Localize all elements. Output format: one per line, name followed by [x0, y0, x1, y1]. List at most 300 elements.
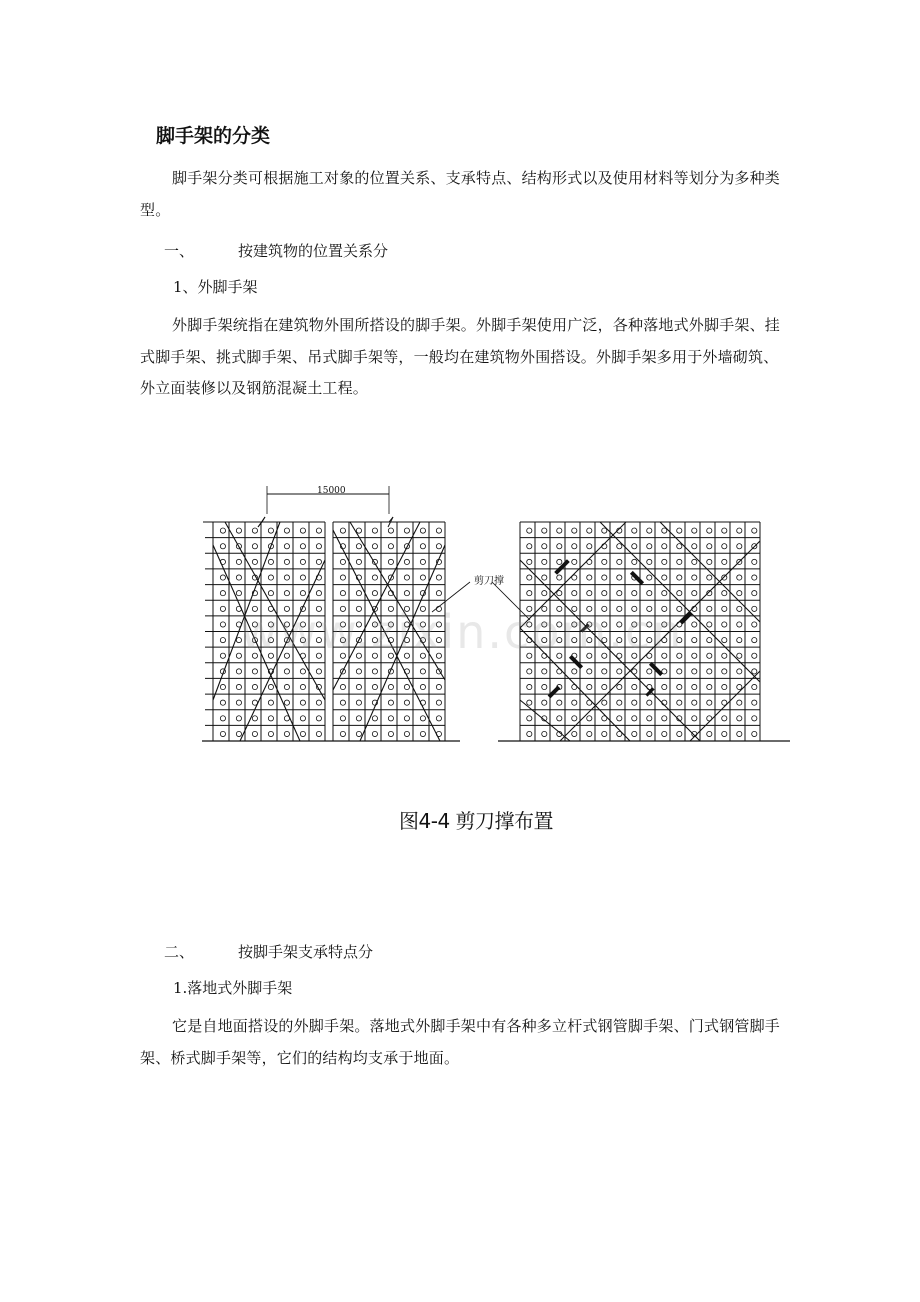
coupler-mark: [542, 731, 547, 736]
coupler-mark: [356, 591, 361, 596]
coupler-mark: [542, 591, 547, 596]
coupler-mark: [220, 684, 225, 689]
coupler-mark: [677, 700, 682, 705]
coupler-mark: [420, 716, 425, 721]
coupler-mark: [420, 669, 425, 674]
coupler-mark: [404, 684, 409, 689]
coupler-mark: [617, 591, 622, 596]
coupler-mark: [707, 528, 712, 533]
coupler-mark: [252, 684, 257, 689]
coupler-mark: [316, 559, 321, 564]
coupler-mark: [587, 528, 592, 533]
coupler-mark: [632, 731, 637, 736]
coupler-mark: [300, 700, 305, 705]
coupler-mark: [356, 528, 361, 533]
item-2-paragraph: [140, 1011, 784, 1074]
coupler-mark: [220, 731, 225, 736]
item-1-text: 外脚手架统指在建筑物外围所搭设的脚手架。外脚手架使用广泛，各种落地式外脚手架、挂式脚手架、挑式脚手架、吊式脚手架等，一般均在建筑物外围搭设。外脚手架多用于外墙砌筑、外立面装修以及钢筋混凝土工程。: [140, 316, 781, 397]
coupler-mark: [677, 731, 682, 736]
coupler-mark: [752, 653, 757, 658]
coupler-mark: [284, 731, 289, 736]
coupler-mark: [737, 575, 742, 580]
section-1-title: 按建筑物的位置关系分: [238, 242, 389, 260]
coupler-mark: [692, 669, 697, 674]
coupler-mark: [252, 700, 257, 705]
coupler-mark: [737, 591, 742, 596]
coupler-mark: [404, 591, 409, 596]
coupler-mark: [527, 731, 532, 736]
coupler-mark: [220, 559, 225, 564]
coupler-mark: [707, 716, 712, 721]
coupler-mark: [268, 716, 273, 721]
coupler-mark: [388, 544, 393, 549]
coupler-mark: [572, 731, 577, 736]
coupler-mark: [388, 684, 393, 689]
coupler-mark: [662, 591, 667, 596]
coupler-mark: [587, 669, 592, 674]
coupler-mark: [300, 575, 305, 580]
coupler-mark: [752, 575, 757, 580]
coupler-mark: [692, 559, 697, 564]
coupler-mark: [420, 544, 425, 549]
coupler-mark: [707, 684, 712, 689]
coupler-mark: [284, 700, 289, 705]
coupler-mark: [557, 669, 562, 674]
coupler-mark: [647, 700, 652, 705]
coupler-mark: [404, 528, 409, 533]
coupler-mark: [284, 575, 289, 580]
coupler-mark: [527, 528, 532, 533]
coupler-mark: [236, 591, 241, 596]
coupler-mark: [617, 700, 622, 705]
coupler-mark: [647, 575, 652, 580]
coupler-mark: [752, 591, 757, 596]
coupler-mark: [692, 622, 697, 627]
coupler-mark: [572, 669, 577, 674]
coupler-mark: [404, 575, 409, 580]
coupler-mark: [707, 575, 712, 580]
coupler-mark: [737, 638, 742, 643]
coupler-mark: [236, 559, 241, 564]
coupler-mark: [677, 669, 682, 674]
coupler-mark: [662, 716, 667, 721]
coupler-mark: [632, 528, 637, 533]
coupler-mark: [752, 716, 757, 721]
coupler-mark: [722, 638, 727, 643]
coupler-mark: [737, 653, 742, 658]
coupler-mark: [602, 700, 607, 705]
coupler-mark: [284, 591, 289, 596]
coupler-mark: [436, 716, 441, 721]
coupler-mark: [388, 700, 393, 705]
coupler-mark: [707, 559, 712, 564]
coupler-mark: [752, 622, 757, 627]
coupler-mark: [662, 559, 667, 564]
coupler-mark: [252, 669, 257, 674]
coupler-mark: [404, 559, 409, 564]
coupler-mark: [300, 669, 305, 674]
coupler-mark: [602, 559, 607, 564]
coupler-mark: [356, 544, 361, 549]
coupler-mark: [340, 731, 345, 736]
coupler-mark: [542, 544, 547, 549]
coupler-mark: [284, 528, 289, 533]
coupler-mark: [707, 669, 712, 674]
coupler-mark: [722, 669, 727, 674]
coupler-mark: [340, 591, 345, 596]
coupler-mark: [372, 575, 377, 580]
drawing-line-2: [262, 517, 265, 522]
coupler-mark: [587, 559, 592, 564]
coupler-mark: [388, 559, 393, 564]
section-1-number: 一、: [164, 242, 195, 260]
coupler-mark: [436, 591, 441, 596]
coupler-mark: [527, 669, 532, 674]
coupler-mark: [722, 591, 727, 596]
coupler-mark: [617, 716, 622, 721]
coupler-mark: [340, 559, 345, 564]
coupler-mark: [527, 700, 532, 705]
coupler-mark: [542, 528, 547, 533]
coupler-mark: [316, 591, 321, 596]
coupler-mark: [617, 559, 622, 564]
coupler-mark: [587, 716, 592, 721]
coupler-mark: [436, 544, 441, 549]
coupler-mark: [356, 669, 361, 674]
coupler-mark: [268, 684, 273, 689]
coupler-mark: [527, 559, 532, 564]
coupler-mark: [677, 575, 682, 580]
coupler-mark: [722, 622, 727, 627]
coupler-mark: [404, 716, 409, 721]
coupler-mark: [300, 559, 305, 564]
coupler-mark: [692, 700, 697, 705]
coupler-mark: [252, 716, 257, 721]
coupler-mark: [557, 544, 562, 549]
coupler-mark: [557, 591, 562, 596]
coupler-mark: [356, 559, 361, 564]
coupler-mark: [557, 700, 562, 705]
coupler-mark: [252, 559, 257, 564]
coupler-mark: [372, 591, 377, 596]
coupler-mark: [587, 731, 592, 736]
coupler-mark: [677, 684, 682, 689]
coupler-mark: [662, 528, 667, 533]
coupler-mark: [632, 700, 637, 705]
coupler-mark: [737, 716, 742, 721]
coupler-mark: [722, 684, 727, 689]
coupler-mark: [340, 528, 345, 533]
coupler-mark: [752, 559, 757, 564]
coupler-mark: [677, 559, 682, 564]
coupler-mark: [647, 559, 652, 564]
coupler-mark: [557, 575, 562, 580]
coupler-mark: [677, 591, 682, 596]
coupler-mark: [707, 638, 712, 643]
coupler-mark: [602, 669, 607, 674]
coupler-mark: [707, 731, 712, 736]
coupler-mark: [220, 591, 225, 596]
coupler-mark: [737, 700, 742, 705]
coupler-mark: [587, 591, 592, 596]
coupler-mark: [300, 544, 305, 549]
coupler-mark: [316, 544, 321, 549]
coupler-mark: [404, 731, 409, 736]
coupler-mark: [722, 559, 727, 564]
coupler-mark: [632, 591, 637, 596]
coupler-mark: [647, 544, 652, 549]
coupler-mark: [617, 684, 622, 689]
coupler-mark: [677, 544, 682, 549]
coupler-mark: [572, 575, 577, 580]
coupler-mark: [647, 528, 652, 533]
coupler-mark: [300, 684, 305, 689]
coupler-mark: [692, 684, 697, 689]
coupler-mark: [737, 528, 742, 533]
coupler-mark: [372, 716, 377, 721]
coupler-mark: [572, 528, 577, 533]
coupler-mark: [236, 684, 241, 689]
coupler-mark: [692, 638, 697, 643]
watermark: www.zixin.com.cn: [240, 605, 684, 659]
coupler-mark: [557, 716, 562, 721]
coupler-mark: [284, 684, 289, 689]
coupler-mark: [236, 669, 241, 674]
coupler-mark: [632, 684, 637, 689]
coupler-mark: [722, 716, 727, 721]
coupler-mark: [692, 716, 697, 721]
coupler-mark: [300, 731, 305, 736]
coupler-mark: [236, 716, 241, 721]
coupler-mark: [284, 716, 289, 721]
coupler-mark: [722, 653, 727, 658]
coupler-mark: [692, 591, 697, 596]
coupler-mark: [220, 638, 225, 643]
coupler-mark: [236, 575, 241, 580]
coupler-mark: [692, 544, 697, 549]
coupler-mark: [632, 716, 637, 721]
coupler-mark: [220, 575, 225, 580]
coupler-mark: [617, 669, 622, 674]
page-title: 脚手架的分类: [156, 125, 271, 147]
coupler-mark: [692, 575, 697, 580]
coupler-mark: [737, 669, 742, 674]
section-2-number: 二、: [164, 943, 195, 961]
coupler-mark: [632, 544, 637, 549]
coupler-mark: [662, 575, 667, 580]
coupler-mark: [436, 528, 441, 533]
coupler-mark: [220, 544, 225, 549]
coupler-mark: [388, 528, 393, 533]
coupler-mark: [647, 591, 652, 596]
dimension-label: 15000: [317, 486, 346, 496]
coupler-mark: [268, 559, 273, 564]
coupler-mark: [647, 669, 652, 674]
coupler-mark: [557, 559, 562, 564]
item-2-text: 它是自地面搭设的外脚手架。落地式外脚手架中有各种多立杆式钢管脚手架、门式钢管脚手架、桥式脚手架等，它们的结构均支承于地面。: [140, 1017, 781, 1067]
coupler-mark: [542, 684, 547, 689]
coupler-mark: [707, 653, 712, 658]
coupler-mark: [220, 606, 225, 611]
coupler-mark: [737, 684, 742, 689]
coupler-mark: [300, 528, 305, 533]
intro-text: 脚手架分类可根据施工对象的位置关系、支承特点、结构形式以及使用材料等划分为多种类型。: [140, 169, 781, 219]
coupler-mark: [677, 528, 682, 533]
coupler-mark: [340, 684, 345, 689]
coupler-mark: [707, 700, 712, 705]
coupler-mark: [527, 544, 532, 549]
coupler-mark: [692, 528, 697, 533]
coupler-mark: [316, 669, 321, 674]
coupler-mark: [284, 544, 289, 549]
coupler-mark: [220, 528, 225, 533]
coupler-mark: [722, 575, 727, 580]
coupler-mark: [436, 575, 441, 580]
coupler-mark: [527, 591, 532, 596]
coupler-mark: [752, 669, 757, 674]
coupler-mark: [284, 559, 289, 564]
coupler-mark: [388, 716, 393, 721]
coupler-mark: [722, 700, 727, 705]
coupler-mark: [572, 700, 577, 705]
item-2-heading: 1.落地式外脚手架: [173, 979, 293, 997]
coupler-mark: [752, 700, 757, 705]
coupler-mark: [722, 606, 727, 611]
coupler-mark: [420, 684, 425, 689]
coupler-mark: [572, 716, 577, 721]
coupler-mark: [220, 653, 225, 658]
coupler-mark: [752, 684, 757, 689]
coupler-mark: [236, 700, 241, 705]
coupler-mark: [252, 528, 257, 533]
coupler-mark: [316, 731, 321, 736]
coupler-mark: [752, 731, 757, 736]
coupler-mark: [356, 716, 361, 721]
coupler-mark: [662, 684, 667, 689]
coupler-mark: [752, 638, 757, 643]
coupler-mark: [737, 606, 742, 611]
coupler-mark: [268, 700, 273, 705]
coupler-mark: [340, 575, 345, 580]
section-2-heading: [164, 941, 373, 962]
coupler-mark: [722, 544, 727, 549]
coupler-mark: [372, 684, 377, 689]
coupler-mark: [632, 559, 637, 564]
coupler-mark: [300, 591, 305, 596]
coupler-mark: [527, 575, 532, 580]
coupler-mark: [340, 716, 345, 721]
coupler-mark: [420, 559, 425, 564]
figure-caption: 图4-4 剪刀撑布置: [399, 809, 554, 833]
coupler-mark: [572, 544, 577, 549]
coupler-mark: [268, 528, 273, 533]
coupler-mark: [737, 544, 742, 549]
coupler-mark: [602, 575, 607, 580]
coupler-mark: [356, 684, 361, 689]
coupler-mark: [284, 669, 289, 674]
coupler-mark: [527, 716, 532, 721]
coupler-mark: [632, 669, 637, 674]
coupler-mark: [316, 716, 321, 721]
coupler-mark: [236, 731, 241, 736]
coupler-mark: [602, 716, 607, 721]
coupler-mark: [372, 731, 377, 736]
coupler-mark: [542, 700, 547, 705]
coupler-mark: [356, 700, 361, 705]
coupler-mark: [404, 700, 409, 705]
coupler-mark: [268, 591, 273, 596]
coupler-mark: [300, 716, 305, 721]
coupler-mark: [617, 731, 622, 736]
coupler-mark: [602, 684, 607, 689]
coupler-mark: [737, 622, 742, 627]
brace-clamp-mark: [645, 687, 654, 696]
coupler-mark: [316, 700, 321, 705]
coupler-mark: [602, 528, 607, 533]
coupler-mark: [587, 700, 592, 705]
coupler-mark: [752, 528, 757, 533]
coupler-mark: [220, 622, 225, 627]
coupler-mark: [220, 700, 225, 705]
coupler-mark: [752, 606, 757, 611]
coupler-mark: [647, 716, 652, 721]
coupler-mark: [572, 684, 577, 689]
coupler-mark: [420, 575, 425, 580]
coupler-mark: [572, 559, 577, 564]
coupler-mark: [662, 731, 667, 736]
coupler-mark: [542, 559, 547, 564]
coupler-mark: [602, 731, 607, 736]
coupler-mark: [572, 591, 577, 596]
coupler-mark: [268, 575, 273, 580]
coupler-mark: [707, 622, 712, 627]
coupler-mark: [236, 528, 241, 533]
coupler-mark: [340, 700, 345, 705]
coupler-mark: [707, 606, 712, 611]
coupler-mark: [647, 731, 652, 736]
coupler-mark: [268, 731, 273, 736]
coupler-mark: [372, 669, 377, 674]
coupler-mark: [356, 731, 361, 736]
coupler-mark: [436, 731, 441, 736]
coupler-mark: [587, 684, 592, 689]
coupler-mark: [542, 669, 547, 674]
callout-label: 剪刀撑: [474, 576, 504, 587]
coupler-mark: [436, 684, 441, 689]
coupler-mark: [722, 528, 727, 533]
coupler-mark: [587, 575, 592, 580]
coupler-mark: [692, 653, 697, 658]
coupler-mark: [316, 528, 321, 533]
coupler-mark: [587, 544, 592, 549]
coupler-mark: [372, 544, 377, 549]
coupler-mark: [722, 731, 727, 736]
section-2-title: 按脚手架支承特点分: [238, 943, 374, 961]
coupler-mark: [252, 731, 257, 736]
coupler-mark: [662, 544, 667, 549]
coupler-mark: [388, 731, 393, 736]
coupler-mark: [420, 528, 425, 533]
coupler-mark: [617, 575, 622, 580]
coupler-mark: [557, 528, 562, 533]
coupler-mark: [220, 716, 225, 721]
coupler-mark: [602, 591, 607, 596]
coupler-mark: [617, 544, 622, 549]
coupler-mark: [420, 731, 425, 736]
coupler-mark: [542, 575, 547, 580]
coupler-mark: [372, 528, 377, 533]
item-1-heading: 1、外脚手架: [173, 278, 258, 296]
